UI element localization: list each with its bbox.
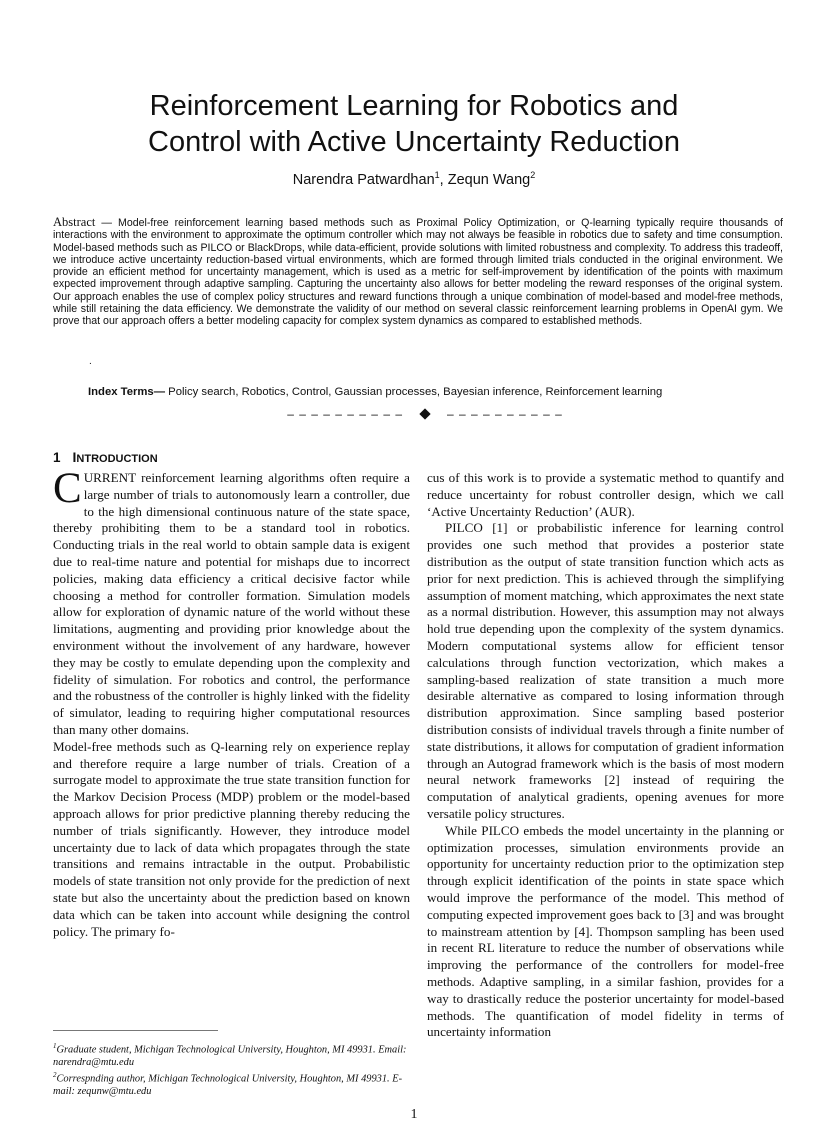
footnotes xyxy=(53,1040,411,1098)
paragraph: Model-free methods such as Q-learning rely on experience replay and therefore require a large number of trials. Creation of a surrogate model to approximate the true state transition function for the Markov Decision Process (MDP) problem or the model-based approach allows for prior predictive planning thereby reducing the number of trials significantly. However, they introduce model uncertainty due to lack of data which propagates through the state transitions and remains intractable in the output. Probabilistic models of state transition not only provide for the prediction of next state but also the uncertainty about the prediction based on known data which can be taken into account while designing the control policy. The primary fo- xyxy=(53,738,410,939)
abstract-dash: — xyxy=(95,217,118,229)
footnote-text: Correspnding author, Michigan Technological University, Houghton, MI 49931. E-mail: zequnw@mtu.edu xyxy=(53,1073,403,1097)
abstract-dot: . xyxy=(89,356,92,367)
section-separator xyxy=(275,404,575,424)
author-1: Narendra Patwardhan xyxy=(292,171,435,188)
page-number: 1 xyxy=(410,1107,418,1122)
drop-cap: C xyxy=(53,465,82,512)
abstract-text: Model-free reinforcement learning based methods such as Proximal Policy Optimization, or Q-learning typically require thousands of interactions with the environment to approximate the optimum controller which may not always be feasible in robotics due to safety and time consumption. Model-based methods such as PILCO or BlackDrops, while data-efficient, provide solutions with limited robustness and complexity. To address this tradeoff, we introduce active uncertainty reduction-based virtual environments, which are formed through limited trials conducted in the original environment. We provide an efficient method for uncertainty management, which is used as a metric for self-improvement by identification of the points with maximum expected improvement through adaptive sampling. Capturing the uncertainty also allows for better modeling the reward responses of the original system. Our approach enables the use of complex policy structures and reward functions through a unique combination of model-based and model-free methods, while still retaining the data efficiency. We demonstrate the validity of our method on several classic reinforcement learning problems in OpenAI gym. We prove that our approach offers a better modeling capacity for complex system dynamics as compared to established methods. xyxy=(53,217,783,328)
abstract-heading: Abstract xyxy=(53,215,96,229)
author-list xyxy=(60,170,768,188)
section-number: 1 xyxy=(53,450,61,465)
section-heading xyxy=(53,449,158,465)
right-column xyxy=(427,470,784,1041)
paragraph: PILCO [1] or probabilistic inference for learning control provides one such method that provides a posterior state distribution as the output of state transition function which acts as prior for next prediction. This is achieved through the simplifying assumption of moment matching, which approximates the next state as a normal distribution. However, this assumption may not always hold true depending upon the complexity of the system dynamics. Modern computational systems allow for efficient tensor calculations through function vectorization, which makes a sampling-based realization of state transition a much more desirable alternative as compared to losing information through distribution approximation. Since sampling based posterior distribution consists of individual travels through a finite number of state distributions, it allows for computation of gradient information through an Autograd framework which is the basis of most modern neural network frameworks [2] instead of requiring the computation of analytical gradients, opening avenues for more versatile policy structures. xyxy=(427,520,784,821)
paper-title xyxy=(60,88,768,160)
footnote-text: Graduate student, Michigan Technological University, Houghton, MI 49931. Email: narendra@mtu.edu xyxy=(53,1044,407,1068)
abstract xyxy=(53,216,783,328)
paragraph xyxy=(53,465,410,739)
footnote xyxy=(53,1069,411,1098)
section-title-rest: NTRODUCTION xyxy=(76,453,158,465)
left-column xyxy=(53,465,410,940)
author-1-mark: 1 xyxy=(434,170,440,180)
footnote xyxy=(53,1040,411,1069)
paragraph-text: URRENT reinforcement learning algorithms often require a large number of trials to autonomously learn a controller, due to the high dimensional continuous nature of the state space, thereby prohibiting them to be a standard tool in robotics. Conducting trials in the real world to obtain sample data is exigent due to real-time nature and potential for mishaps due to incorrect policies, making data efficiency a critical decisive factor while choosing a method for controller formation. Simulation models allow for exploration of dynamic nature of the world without these limitations, augmenting and providing prior knowledge about the environment without the involvement of any hardware, however they may be costly to emulate depending upon the complexity and fidelity of simulation. For robotics and control, the performance and the robustness of the controller is highly linked with the fidelity of simulator, leading to requiring higher computational resources than many other domains. xyxy=(53,470,410,737)
index-terms-heading: Index Terms— xyxy=(88,386,166,398)
paragraph: cus of this work is to provide a systematic method to quantify and reduce uncertainty for robust controller design, which we call ‘Active Uncertainty Reduction’ (AUR). xyxy=(427,470,784,519)
section-title-initial: I xyxy=(72,449,77,465)
separator-dashes-left: – – – – – – – – – – xyxy=(287,407,403,421)
title-line-1: Reinforcement Learning for Robotics and xyxy=(149,90,679,122)
separator-diamond-icon xyxy=(419,408,430,419)
footnote-mark: 2 xyxy=(53,1070,57,1079)
author-separator: , xyxy=(439,171,448,188)
paragraph: While PILCO embeds the model uncertainty in the planning or optimization processes, simulation environments provide an opportunity for uncertainty reduction prior to the optimization step through explicit identification of the points in state space which would improve the performance of the model. This method of computing expected improvement goes back to [3] and was brought to mainstream attention by [4]. Thompson sampling has been used in recent RL literature to reduce the number of observations while improving the performance of the controllers for model-free methods. Adaptive sampling, in a similar fashion, provides for a way to drastically reduce the posterior uncertainty for model-based methods. The quantification of model fidelity in terms of uncertainty information xyxy=(427,822,784,1040)
footnote-rule xyxy=(53,1030,218,1031)
index-terms xyxy=(88,386,788,398)
author-2: Zequn Wang xyxy=(447,171,531,188)
title-line-2: Control with Active Uncertainty Reduction xyxy=(148,126,680,158)
author-2-mark: 2 xyxy=(530,170,536,180)
separator-dashes-right: – – – – – – – – – – xyxy=(447,407,563,421)
index-terms-text: Policy search, Robotics, Control, Gaussian processes, Bayesian inference, Reinforcement learning xyxy=(165,386,663,398)
footnote-mark: 1 xyxy=(53,1042,57,1050)
